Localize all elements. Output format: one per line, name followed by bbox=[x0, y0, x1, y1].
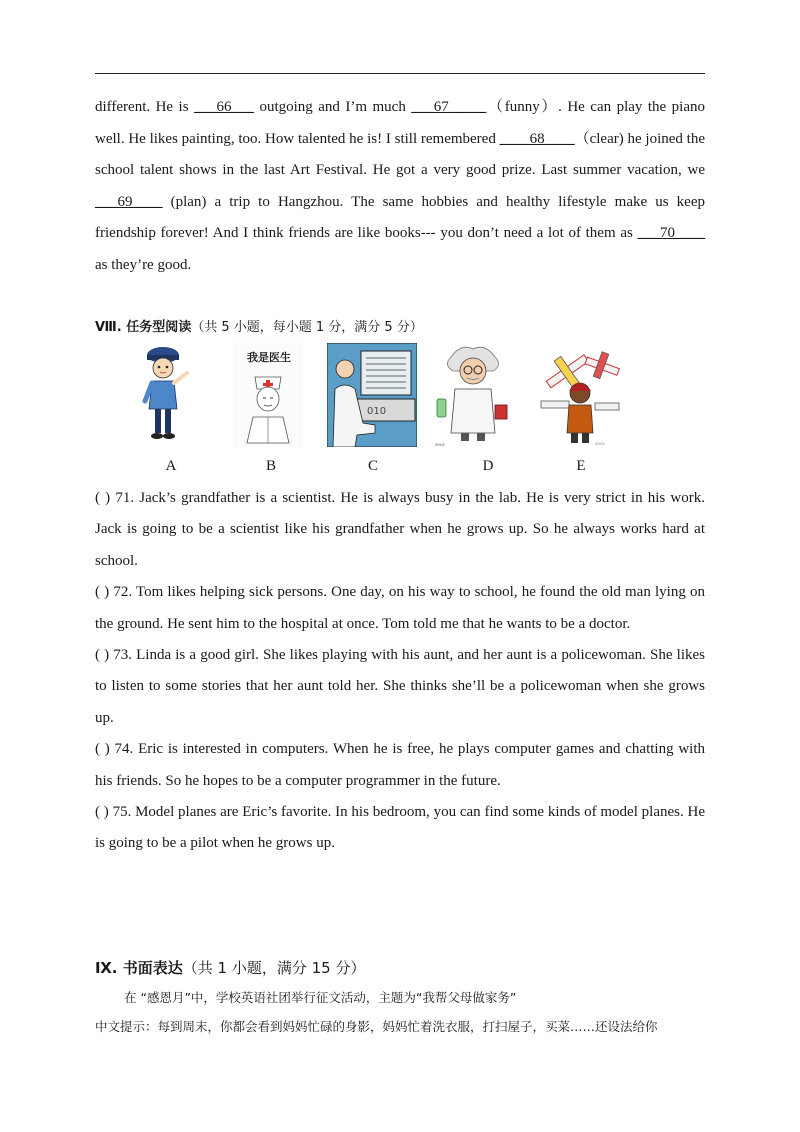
blank-67: ___67_____ bbox=[411, 99, 487, 115]
answer-paren[interactable]: ( ) bbox=[95, 490, 111, 506]
picture-label-d: D bbox=[482, 458, 494, 474]
picture-b bbox=[233, 343, 303, 447]
answer-paren[interactable]: ( ) bbox=[95, 804, 109, 821]
svg-text:我是医生: 我是医生 bbox=[247, 351, 291, 364]
question-72: ( ) 72. Tom likes helping sick persons. One day, on his way to school, he found the old man lying on the ground. He sent him to the hospital at once. Tom told me that he wants to be a doctor. bbox=[95, 584, 705, 632]
cloze-passage bbox=[95, 92, 705, 281]
passage-paragraph: different. He is ___66___ outgoing and I’m much ___67_____（funny）. He can play the piano well. He likes painting, too. How talented he is! I still remembered ____68____（clear) he joined the school talent shows in the last Art Festival. He got a very good prize. Last summer vacation, we ___69____ (plan) a trip to Hangzhou. The same hobbies and healthy lifestyle make us keep friendship forever! And I think friends are like books--- you don’t need a lot of them as ___70____ as they’re good. bbox=[95, 99, 705, 273]
writing-prompt-line-2: 中文提示：每到周末，你都会看到妈妈忙碌的身影，妈妈忙着洗衣服，打扫屋子，买菜……还设法给你 bbox=[95, 1019, 658, 1034]
question-73: ( ) 73. Linda is a good girl. She likes playing with his aunt, and her aunt is a policewoman. She likes to listen to some stories that her aunt told her. She thinks she’ll be a policewoman when she grows up. bbox=[95, 647, 705, 726]
svg-text:www: www bbox=[595, 441, 605, 446]
answer-paren[interactable]: ( ) bbox=[95, 741, 110, 758]
model-plane-pilot-icon bbox=[535, 343, 625, 447]
svg-text:www: www bbox=[435, 442, 445, 447]
header-rule bbox=[95, 73, 705, 74]
answer-paren[interactable]: ( ) bbox=[95, 647, 110, 664]
picture-label-c: C bbox=[367, 458, 378, 474]
picture-label-b: B bbox=[265, 458, 276, 474]
blank-66: ___66___ bbox=[194, 99, 254, 115]
picture-c bbox=[327, 343, 417, 447]
blank-70: ___70____ bbox=[637, 225, 705, 241]
question-75: ( ) 75. Model planes are Eric’s favorite. In his bedroom, you can find some kinds of model planes. He is going to be a pilot when he grows up. bbox=[95, 804, 706, 852]
section-8-heading: Ⅷ. 任务型阅读（共 5 小题，每小题 1 分，满分 5 分） bbox=[95, 320, 423, 335]
svg-text:010: 010 bbox=[367, 406, 387, 417]
blank-69: ___69____ bbox=[95, 193, 163, 210]
picture-label-a: A bbox=[165, 458, 177, 474]
question-71: ( ) 71. Jack’s grandfather is a scientist. He is always busy in the lab. He is very strict in his work. Jack is going to be a scientist like his grandfather when he grows up. So he always works hard at school. bbox=[95, 490, 705, 569]
scientist-icon bbox=[433, 343, 513, 447]
picture-a bbox=[133, 343, 193, 447]
picture-label-e: E bbox=[576, 458, 586, 474]
writing-prompt-line-1: 在 “感恩月”中，学校英语社团举行征文活动，主题为“我帮父母做家务” bbox=[124, 990, 517, 1005]
doctor-icon bbox=[233, 343, 303, 447]
blank-68: ____68____ bbox=[499, 130, 575, 147]
picture-d bbox=[433, 343, 513, 447]
policewoman-girl-icon bbox=[133, 343, 193, 447]
question-74: ( ) 74. Eric is interested in computers. When he is free, he plays computer games and chatting with his friends. So he hopes to be a computer programmer in the future. bbox=[95, 741, 706, 789]
computer-programmer-icon bbox=[327, 343, 417, 447]
career-pictures bbox=[95, 343, 705, 483]
answer-paren[interactable]: ( ) bbox=[95, 584, 110, 601]
section-9-heading: Ⅸ. 书面表达（共 1 小题，满分 15 分） bbox=[95, 959, 366, 977]
questions-list bbox=[95, 483, 705, 860]
picture-e bbox=[535, 343, 625, 447]
